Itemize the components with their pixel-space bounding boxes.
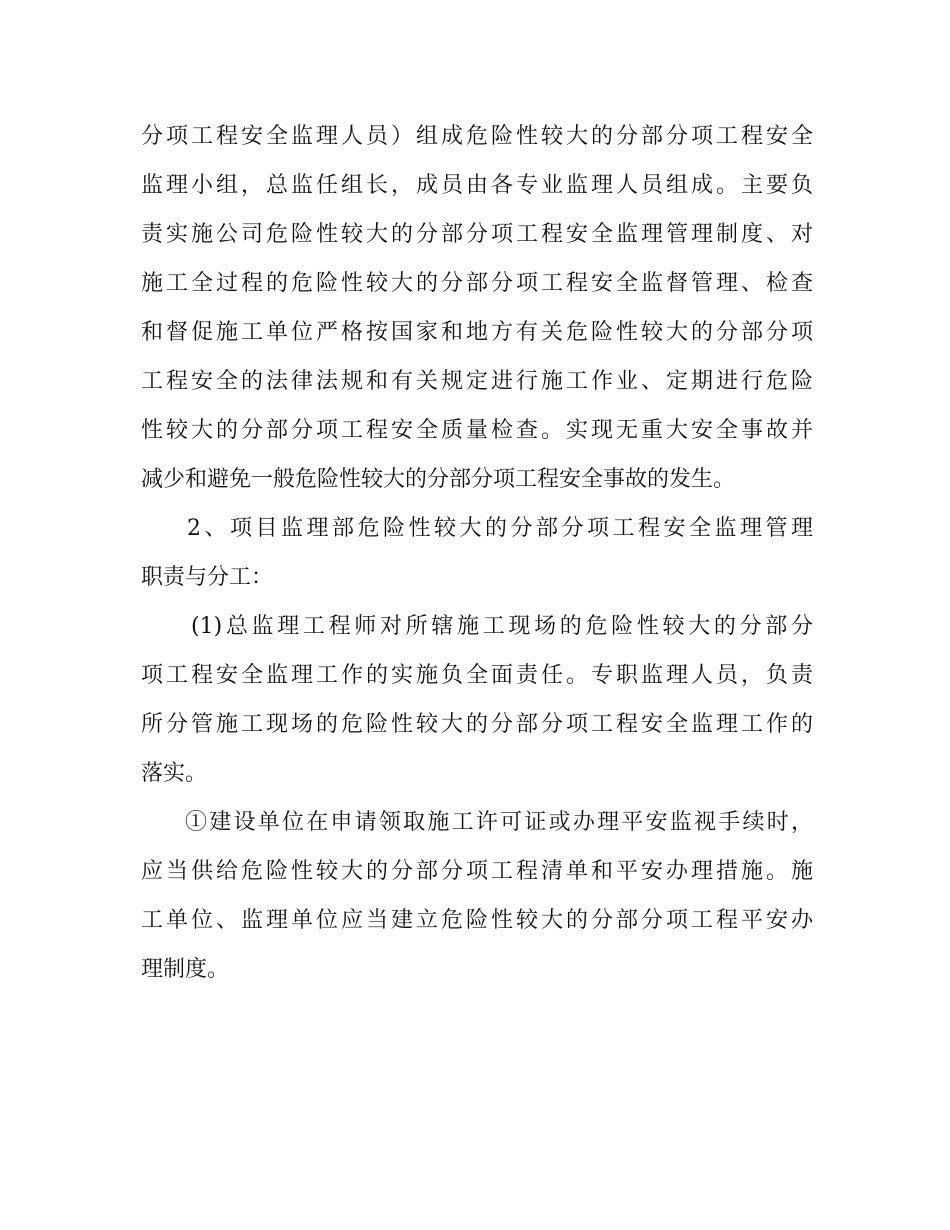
text-line: 工程安全的法律法规和有关规定进行施工作业、定期进行危险	[141, 369, 813, 394]
paragraph-chief-engineer	[141, 602, 813, 798]
text-line: 性较大的分部分项工程安全质量检查。实现无重大安全事故并	[141, 418, 813, 443]
text-line: 理制度。	[141, 957, 230, 982]
text-line: 项工程安全监理工作的实施负全面责任。专职监理人员，负责	[141, 663, 813, 688]
paragraph-construction-unit	[141, 798, 813, 994]
section-heading-line: 职责与分工：	[141, 565, 274, 590]
paragraph-responsibilities-heading	[141, 504, 813, 602]
document-body	[141, 112, 813, 994]
text-line: (1)总监理工程师对所辖施工现场的危险性较大的分部分	[191, 614, 813, 639]
text-line: 落实。	[141, 761, 208, 786]
text-line: 施工全过程的危险性较大的分部分项工程安全监督管理、检查	[141, 271, 813, 296]
section-heading-line: 2、项目监理部危险性较大的分部分项工程安全监理管理	[187, 516, 813, 541]
text-line: ①建设单位在申请领取施工许可证或办理平安监视手续时，	[185, 810, 813, 835]
text-line: 分项工程安全监理人员）组成危险性较大的分部分项工程安全	[141, 124, 813, 149]
text-line: 监理小组，总监任组长，成员由各专业监理人员组成。主要负	[141, 173, 813, 198]
text-line: 减少和避免一般危险性较大的分部分项工程安全事故的发生。	[141, 467, 736, 492]
text-line: 工单位、监理单位应当建立危险性较大的分部分项工程平安办	[141, 908, 813, 933]
text-line: 和督促施工单位严格按国家和地方有关危险性较大的分部分项	[141, 320, 813, 345]
text-line: 应当供给危险性较大的分部分项工程清单和平安办理措施。施	[141, 859, 813, 884]
text-line: 所分管施工现场的危险性较大的分部分项工程安全监理工作的	[141, 712, 813, 737]
paragraph-safety-team	[141, 112, 813, 504]
text-line: 责实施公司危险性较大的分部分项工程安全监理管理制度、对	[141, 222, 813, 247]
